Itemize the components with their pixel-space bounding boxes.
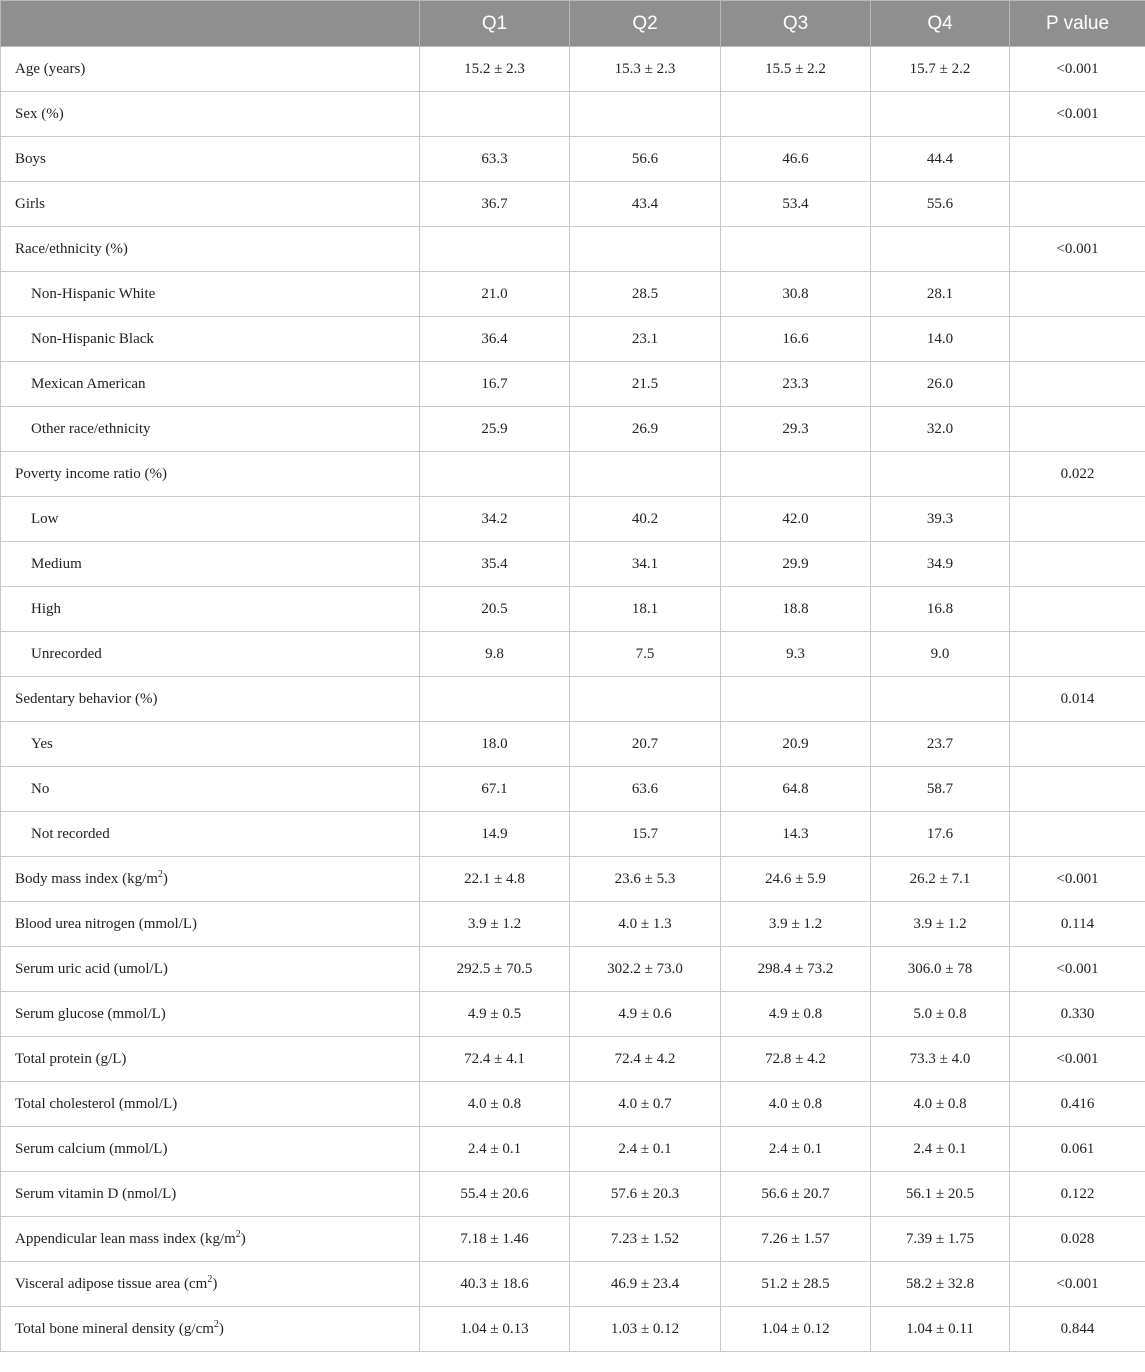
header-cell-q1: Q1	[420, 1, 570, 47]
cell-q4: 55.6	[871, 182, 1010, 227]
cell-q4: 58.7	[871, 767, 1010, 812]
cell-p-value: <0.001	[1010, 47, 1145, 92]
row-label-text: Other race/ethnicity	[31, 420, 151, 437]
cell-p-value: <0.001	[1010, 947, 1145, 992]
cell-q1: 63.3	[420, 137, 570, 182]
table-row	[1, 362, 1145, 407]
cell-q3: 46.6	[721, 137, 871, 182]
row-label-tail: )	[218, 1320, 224, 1337]
cell-q4: 7.39 ± 1.75	[871, 1217, 1010, 1262]
cell-q2: 4.9 ± 0.6	[570, 992, 721, 1037]
cell-p-value	[1010, 272, 1145, 317]
cell-p-value: 0.028	[1010, 1217, 1145, 1262]
cell-q2: 34.1	[570, 542, 721, 587]
cell-q3: 16.6	[721, 317, 871, 362]
cell-q1: 35.4	[420, 542, 570, 587]
cell-q1: 15.2 ± 2.3	[420, 47, 570, 92]
cell-q4: 14.0	[871, 317, 1010, 362]
cell-p-value	[1010, 767, 1145, 812]
row-label	[1, 677, 420, 722]
cell-q1: 9.8	[420, 632, 570, 677]
row-label-text: Boys	[15, 150, 46, 167]
cell-q1	[420, 452, 570, 497]
row-label-text: No	[31, 780, 50, 797]
table-row	[1, 992, 1145, 1037]
table-row	[1, 182, 1145, 227]
table-row	[1, 812, 1145, 857]
row-label	[1, 1217, 420, 1262]
header-cell-variable	[1, 1, 420, 47]
row-label-text: Race/ethnicity (%)	[15, 240, 128, 257]
cell-p-value: <0.001	[1010, 92, 1145, 137]
cell-q4: 56.1 ± 20.5	[871, 1172, 1010, 1217]
cell-q2: 57.6 ± 20.3	[570, 1172, 721, 1217]
cell-q1: 292.5 ± 70.5	[420, 947, 570, 992]
row-label	[1, 182, 420, 227]
cell-p-value	[1010, 542, 1145, 587]
cell-q2: 20.7	[570, 722, 721, 767]
cell-q4	[871, 227, 1010, 272]
table-row	[1, 587, 1145, 632]
row-label	[1, 767, 420, 812]
cell-q3: 2.4 ± 0.1	[721, 1127, 871, 1172]
cell-q4: 32.0	[871, 407, 1010, 452]
row-label-text: Visceral adipose tissue area (cm	[15, 1275, 208, 1292]
cell-q2: 63.6	[570, 767, 721, 812]
cell-q4	[871, 677, 1010, 722]
cell-q2	[570, 227, 721, 272]
cell-p-value: 0.416	[1010, 1082, 1145, 1127]
row-label-text: Medium	[31, 555, 82, 572]
cell-q1: 20.5	[420, 587, 570, 632]
cell-q3	[721, 92, 871, 137]
cell-q2	[570, 677, 721, 722]
cell-p-value	[1010, 362, 1145, 407]
table-row	[1, 1307, 1145, 1352]
table-row	[1, 857, 1145, 902]
cell-q1	[420, 92, 570, 137]
table-body	[1, 47, 1145, 1352]
cell-q1: 4.0 ± 0.8	[420, 1082, 570, 1127]
table-row	[1, 722, 1145, 767]
row-label-text: Non-Hispanic Black	[31, 330, 154, 347]
row-label	[1, 1262, 420, 1307]
cell-p-value	[1010, 812, 1145, 857]
row-label	[1, 497, 420, 542]
cell-q3: 30.8	[721, 272, 871, 317]
cell-q4: 5.0 ± 0.8	[871, 992, 1010, 1037]
row-label-superscript: 2	[213, 1318, 219, 1330]
cell-q2: 4.0 ± 0.7	[570, 1082, 721, 1127]
table-row	[1, 497, 1145, 542]
row-label	[1, 632, 420, 677]
row-label	[1, 542, 420, 587]
cell-q1: 34.2	[420, 497, 570, 542]
table-header	[1, 1, 1145, 47]
table-row	[1, 1127, 1145, 1172]
row-label	[1, 587, 420, 632]
cell-p-value: 0.061	[1010, 1127, 1145, 1172]
cell-q2: 4.0 ± 1.3	[570, 902, 721, 947]
table-row	[1, 272, 1145, 317]
row-label-text: Total bone mineral density (g/cm	[15, 1320, 214, 1337]
cell-q3: 7.26 ± 1.57	[721, 1217, 871, 1262]
cell-p-value	[1010, 317, 1145, 362]
cell-p-value	[1010, 407, 1145, 452]
cell-q4: 1.04 ± 0.11	[871, 1307, 1010, 1352]
cell-q3: 64.8	[721, 767, 871, 812]
cell-q1: 18.0	[420, 722, 570, 767]
row-label	[1, 47, 420, 92]
cell-q4: 26.0	[871, 362, 1010, 407]
cell-p-value: 0.022	[1010, 452, 1145, 497]
row-label	[1, 1172, 420, 1217]
cell-p-value: 0.122	[1010, 1172, 1145, 1217]
row-label-tail: )	[212, 1275, 218, 1292]
row-label	[1, 902, 420, 947]
cell-p-value: 0.014	[1010, 677, 1145, 722]
cell-q3: 4.9 ± 0.8	[721, 992, 871, 1037]
cell-q4: 2.4 ± 0.1	[871, 1127, 1010, 1172]
cell-q2: 7.5	[570, 632, 721, 677]
row-label-text: Serum vitamin D (nmol/L)	[15, 1185, 177, 1202]
cell-q3: 15.5 ± 2.2	[721, 47, 871, 92]
cell-q4: 58.2 ± 32.8	[871, 1262, 1010, 1307]
cell-q4: 44.4	[871, 137, 1010, 182]
row-label	[1, 227, 420, 272]
cell-q1: 16.7	[420, 362, 570, 407]
table-row	[1, 137, 1145, 182]
cell-q3: 72.8 ± 4.2	[721, 1037, 871, 1082]
cell-q2: 2.4 ± 0.1	[570, 1127, 721, 1172]
cell-p-value	[1010, 137, 1145, 182]
cell-q2: 56.6	[570, 137, 721, 182]
cell-p-value: 0.114	[1010, 902, 1145, 947]
cell-q3: 29.9	[721, 542, 871, 587]
row-label-superscript: 2	[157, 868, 163, 880]
row-label	[1, 317, 420, 362]
cell-q4: 17.6	[871, 812, 1010, 857]
row-label-text: Total cholesterol (mmol/L)	[15, 1095, 178, 1112]
cell-p-value: 0.844	[1010, 1307, 1145, 1352]
row-label	[1, 857, 420, 902]
cell-q3: 20.9	[721, 722, 871, 767]
cell-p-value: <0.001	[1010, 1037, 1145, 1082]
cell-q3: 298.4 ± 73.2	[721, 947, 871, 992]
cell-q4: 34.9	[871, 542, 1010, 587]
row-label-text: Not recorded	[31, 825, 110, 842]
cell-q3: 3.9 ± 1.2	[721, 902, 871, 947]
header-cell-p-value: P value	[1010, 1, 1145, 47]
cell-p-value	[1010, 587, 1145, 632]
table-row	[1, 1037, 1145, 1082]
table-row	[1, 767, 1145, 812]
table-row	[1, 1082, 1145, 1127]
row-label-text: Sedentary behavior (%)	[15, 690, 158, 707]
table-row	[1, 92, 1145, 137]
cell-q1: 36.4	[420, 317, 570, 362]
cell-q1: 55.4 ± 20.6	[420, 1172, 570, 1217]
row-label-superscript: 2	[235, 1228, 241, 1240]
cell-q4: 306.0 ± 78	[871, 947, 1010, 992]
row-label-superscript: 2	[207, 1273, 213, 1285]
cell-q4: 15.7 ± 2.2	[871, 47, 1010, 92]
cell-q1: 67.1	[420, 767, 570, 812]
row-label-text: Serum calcium (mmol/L)	[15, 1140, 168, 1157]
cell-q2: 18.1	[570, 587, 721, 632]
row-label-text: Mexican American	[31, 375, 146, 392]
cell-p-value: <0.001	[1010, 1262, 1145, 1307]
cell-q3: 51.2 ± 28.5	[721, 1262, 871, 1307]
cell-q3: 1.04 ± 0.12	[721, 1307, 871, 1352]
cell-q2: 72.4 ± 4.2	[570, 1037, 721, 1082]
row-label-tail: )	[162, 870, 168, 887]
row-label-text: Sex (%)	[15, 105, 64, 122]
row-label	[1, 947, 420, 992]
cell-q3	[721, 677, 871, 722]
cell-q1	[420, 677, 570, 722]
row-label-text: Poverty income ratio (%)	[15, 465, 168, 482]
cell-q3: 9.3	[721, 632, 871, 677]
table-row	[1, 902, 1145, 947]
cell-q2: 23.1	[570, 317, 721, 362]
cell-q2: 46.9 ± 23.4	[570, 1262, 721, 1307]
cell-q3	[721, 452, 871, 497]
cell-q1: 72.4 ± 4.1	[420, 1037, 570, 1082]
cell-q3	[721, 227, 871, 272]
cell-q1: 7.18 ± 1.46	[420, 1217, 570, 1262]
header-cell-q3: Q3	[721, 1, 871, 47]
cell-q2: 302.2 ± 73.0	[570, 947, 721, 992]
table-row	[1, 227, 1145, 272]
cell-q4: 26.2 ± 7.1	[871, 857, 1010, 902]
row-label-text: Age (years)	[15, 60, 86, 77]
cell-q4: 73.3 ± 4.0	[871, 1037, 1010, 1082]
table-row	[1, 947, 1145, 992]
cell-q4: 23.7	[871, 722, 1010, 767]
cell-q2: 40.2	[570, 497, 721, 542]
row-label-text: Low	[31, 510, 59, 527]
row-label-text: Blood urea nitrogen (mmol/L)	[15, 915, 198, 932]
cell-q1: 25.9	[420, 407, 570, 452]
table-row	[1, 47, 1145, 92]
row-label	[1, 407, 420, 452]
row-label-text: Serum glucose (mmol/L)	[15, 1005, 166, 1022]
cell-q2: 23.6 ± 5.3	[570, 857, 721, 902]
cell-q4	[871, 92, 1010, 137]
table-row	[1, 1217, 1145, 1262]
row-label-text: High	[31, 600, 61, 617]
cell-q1: 40.3 ± 18.6	[420, 1262, 570, 1307]
table-row	[1, 542, 1145, 587]
cell-q4: 3.9 ± 1.2	[871, 902, 1010, 947]
row-label	[1, 1037, 420, 1082]
row-label	[1, 812, 420, 857]
cell-q4: 39.3	[871, 497, 1010, 542]
cell-q4	[871, 452, 1010, 497]
row-label-text: Body mass index (kg/m	[15, 870, 158, 887]
table-row	[1, 632, 1145, 677]
cell-q1: 14.9	[420, 812, 570, 857]
cell-q3: 4.0 ± 0.8	[721, 1082, 871, 1127]
cell-q1: 2.4 ± 0.1	[420, 1127, 570, 1172]
table-row	[1, 407, 1145, 452]
cell-q2	[570, 92, 721, 137]
cell-q4: 4.0 ± 0.8	[871, 1082, 1010, 1127]
row-label-text: Appendicular lean mass index (kg/m	[15, 1230, 236, 1247]
row-label	[1, 92, 420, 137]
cell-q2	[570, 452, 721, 497]
cell-q3: 14.3	[721, 812, 871, 857]
cell-q1: 1.04 ± 0.13	[420, 1307, 570, 1352]
row-label-text: Serum uric acid (umol/L)	[15, 960, 168, 977]
table-row	[1, 1262, 1145, 1307]
cell-p-value	[1010, 632, 1145, 677]
cell-q3: 42.0	[721, 497, 871, 542]
cell-q2: 28.5	[570, 272, 721, 317]
cell-q3: 24.6 ± 5.9	[721, 857, 871, 902]
cell-q4: 9.0	[871, 632, 1010, 677]
cell-q1: 22.1 ± 4.8	[420, 857, 570, 902]
row-label-text: Girls	[15, 195, 45, 212]
row-label-text: Yes	[31, 735, 53, 752]
cell-q4: 16.8	[871, 587, 1010, 632]
table-row	[1, 1172, 1145, 1217]
row-label	[1, 452, 420, 497]
row-label	[1, 1127, 420, 1172]
cell-q1: 3.9 ± 1.2	[420, 902, 570, 947]
table-row	[1, 452, 1145, 497]
cell-q2: 15.7	[570, 812, 721, 857]
cell-q1: 4.9 ± 0.5	[420, 992, 570, 1037]
header-row	[1, 1, 1145, 47]
row-label	[1, 1307, 420, 1352]
cell-q3: 53.4	[721, 182, 871, 227]
cell-q1	[420, 227, 570, 272]
cell-q1: 21.0	[420, 272, 570, 317]
cell-q3: 23.3	[721, 362, 871, 407]
cell-q4: 28.1	[871, 272, 1010, 317]
cell-q2: 15.3 ± 2.3	[570, 47, 721, 92]
cell-q3: 56.6 ± 20.7	[721, 1172, 871, 1217]
cell-q2: 43.4	[570, 182, 721, 227]
cell-q2: 1.03 ± 0.12	[570, 1307, 721, 1352]
cell-p-value: <0.001	[1010, 227, 1145, 272]
cell-q1: 36.7	[420, 182, 570, 227]
cell-q2: 21.5	[570, 362, 721, 407]
row-label-tail: )	[240, 1230, 246, 1247]
row-label	[1, 137, 420, 182]
header-cell-q4: Q4	[871, 1, 1010, 47]
table-row	[1, 677, 1145, 722]
row-label	[1, 362, 420, 407]
cell-q3: 29.3	[721, 407, 871, 452]
cell-p-value	[1010, 182, 1145, 227]
cell-p-value	[1010, 722, 1145, 767]
row-label	[1, 272, 420, 317]
row-label	[1, 992, 420, 1037]
row-label-text: Non-Hispanic White	[31, 285, 156, 302]
header-cell-q2: Q2	[570, 1, 721, 47]
table-row	[1, 317, 1145, 362]
row-label	[1, 1082, 420, 1127]
cell-p-value	[1010, 497, 1145, 542]
row-label	[1, 722, 420, 767]
cell-p-value: 0.330	[1010, 992, 1145, 1037]
cell-q2: 7.23 ± 1.52	[570, 1217, 721, 1262]
row-label-text: Total protein (g/L)	[15, 1050, 127, 1067]
cell-q2: 26.9	[570, 407, 721, 452]
cell-q3: 18.8	[721, 587, 871, 632]
row-label-text: Unrecorded	[31, 645, 102, 662]
cell-p-value: <0.001	[1010, 857, 1145, 902]
